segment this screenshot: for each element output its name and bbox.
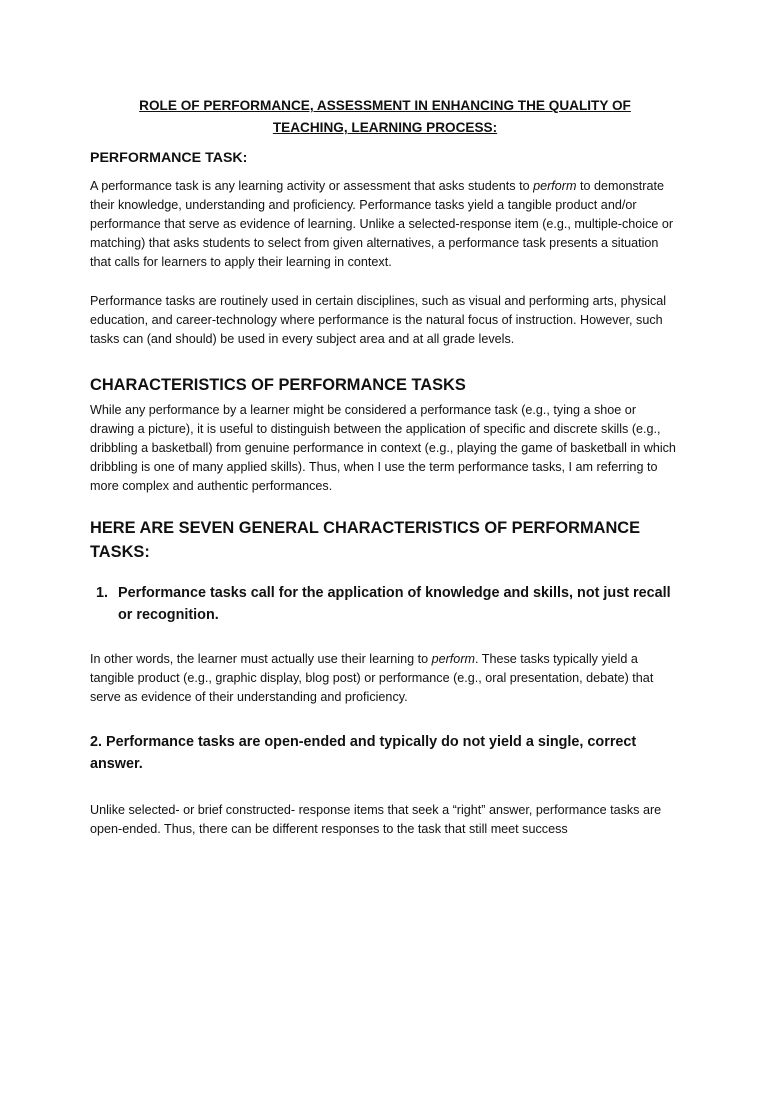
- list-item-2: 2. Performance tasks are open-ended and typically do not yield a single, correct answer.: [90, 734, 637, 772]
- paragraph-open-ended: Unlike selected- or brief constructed- response items that seek a “right” answer, performance tasks are open-ended. Thus, there can be different responses to the task that still meet success: [90, 803, 662, 836]
- perform-emphasis: perform: [533, 179, 577, 193]
- document-title: [90, 95, 680, 139]
- paragraph-application-end: . These tasks typically yield a tangible product (e.g., graphic display, blog post) or performance (e.g., oral presentation, debate) that serve as evidence of their understanding and proficiency.: [90, 652, 654, 704]
- paragraph-disciplines: Performance tasks are routinely used in certain disciplines, such as visual and performing arts, physical education, and career-technology where performance is the natural focus of instruction. However, such tasks can (and should) be used in every subject area and at all grade levels.: [90, 294, 667, 346]
- title-line-1: ROLE OF PERFORMANCE, ASSESSMENT IN ENHANCING THE QUALITY OF: [139, 98, 631, 113]
- seven-characteristics-heading: HERE ARE SEVEN GENERAL CHARACTERISTICS OF PERFORMANCE TASKS:: [90, 519, 641, 561]
- paragraph-application: [90, 650, 680, 707]
- list-item-1-number: 1.: [96, 585, 109, 601]
- paragraph-distinction: While any performance by a learner might be considered a performance task (e.g., tying a shoe or drawing a picture), it is useful to distinguish between the application of specific and discrete skills (e.g., dribbling a basketball) from genuine performance in context (e.g., playing the game of basketball in which dribbling is one of many applied skills). Thus, when I use the term performance tasks, I am referring to more complex and authentic performances.: [90, 403, 676, 493]
- list-item-1-text: Performance tasks call for the application of knowledge and skills, not just recall or recognition.: [118, 585, 671, 623]
- paragraph-definition: [90, 177, 680, 272]
- paragraph-definition-start: A performance task is any learning activity or assessment that asks students to: [90, 179, 534, 193]
- document-page: [0, 95, 768, 1119]
- performance-task-heading: PERFORMANCE TASK:: [90, 150, 248, 166]
- paragraph-definition-end: to demonstrate their knowledge, understanding and proficiency. Performance tasks yield a tangible product and/or performance that serve as evidence of learning. Unlike a selected-response item (e.g., multiple-choice or matching) that asks students to select from given alternatives, a performance task presents a situation that calls for learners to apply their learning in context.: [90, 179, 674, 269]
- title-line-2: TEACHING, LEARNING PROCESS:: [272, 120, 498, 135]
- list-item-1: [96, 582, 680, 626]
- paragraph-application-start: In other words, the learner must actually use their learning to: [90, 652, 432, 666]
- perform-emphasis-2: perform: [431, 652, 475, 666]
- characteristics-heading: CHARACTERISTICS OF PERFORMANCE TASKS: [90, 376, 466, 394]
